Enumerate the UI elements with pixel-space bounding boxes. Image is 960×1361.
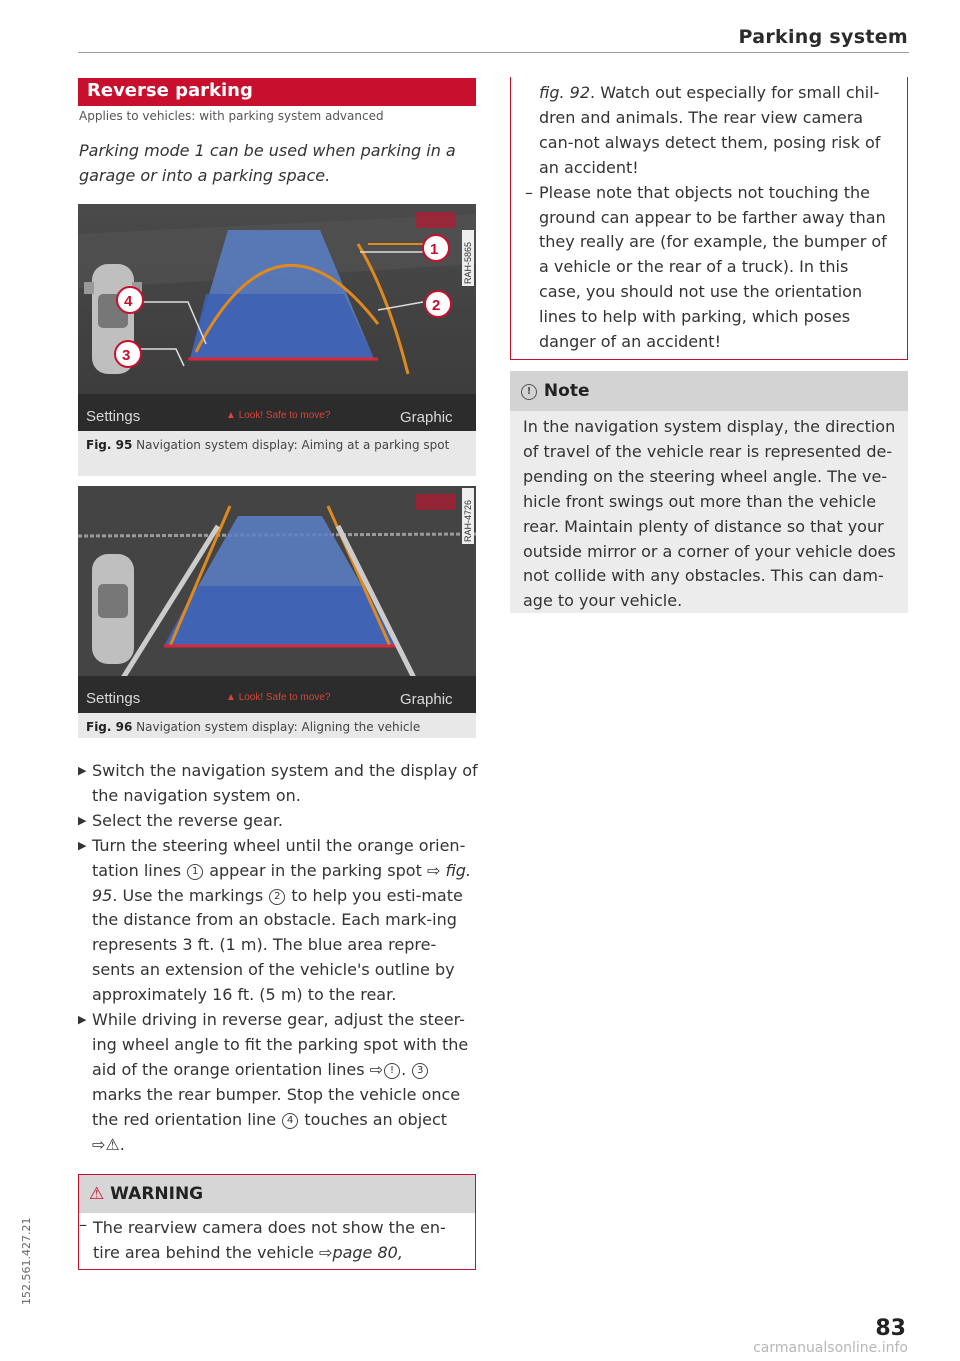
- callout-2: 2: [432, 297, 441, 314]
- warning-continued-text: fig. 92. Watch out especially for small chil-dren and animals. The rear view camera can-not always detect them, posing risk of an accident!: [539, 83, 881, 177]
- instruction-steps: [78, 759, 478, 1158]
- info-icon: !: [521, 384, 537, 400]
- header-rule: [78, 52, 909, 53]
- warning-bullet: – Please note that objects not touching the ground can appear to be farther away than they really are (for example, the bumper of a vehicle or the rear of a truck). In this case, you should not use the orientation lines to help with parking, which poses danger of an accident!: [525, 182, 887, 352]
- car-icon-96: [92, 554, 134, 664]
- fig95-code: RAH-5865: [463, 241, 473, 284]
- callout-3: 3: [122, 347, 131, 364]
- note-text: In the navigation system display, the direction of travel of the vehicle rear is represented de-pending on the steering wheel angle. The ve-hicle front swings out more than the vehicle rear. Maintain plenty of distance so that your outside mirror or a corner of your vehicle does not collide with any obstacles. This can dam-age to your vehicle.: [523, 417, 896, 611]
- callout-1: 1: [430, 241, 439, 258]
- warning-box: [78, 1174, 476, 1270]
- warning-continuation-box: [510, 77, 908, 360]
- fig96-caption: Fig. 96 Navigation system display: Aligning the vehicle: [86, 720, 421, 734]
- warning-header: ⚠ WARNING: [79, 1175, 475, 1213]
- step-3: ▶ Turn the steering wheel until the orange orien-tation lines 1 appear in the parking spot ⇨ fig. 95. Use the markings 2 to help you esti-mate the distance from an obstacle. Each mark-ing represents 3 ft. (1 m). The blue area repre-sents an extension of the vehicle's outline by approximately 16 ft. (5 m) to the rear.: [78, 835, 472, 1005]
- warning-text: – The rearview camera does not show the en-tire area behind the vehicle ⇨page 80,: [79, 1215, 446, 1262]
- figure-95: [78, 204, 476, 476]
- caution-label-96: ▲ Look! Safe to move?: [226, 692, 331, 703]
- fig96-code: RAH-4726: [463, 499, 473, 542]
- note-box: [510, 371, 908, 613]
- page-number: 83: [875, 1316, 906, 1341]
- graphic-label-96: Graphic: [400, 691, 453, 708]
- intro-text: Parking mode 1 can be used when parking in a garage or into a parking space.: [79, 141, 456, 185]
- fig95-camera-view: [78, 204, 476, 431]
- fig92-link[interactable]: fig. 92: [539, 83, 591, 102]
- warning-triangle-icon: ⚠: [89, 1184, 105, 1204]
- fig96-camera-view: [78, 486, 476, 713]
- fig95-display: [78, 204, 476, 431]
- figure-96: [78, 486, 476, 738]
- page-header-title: Parking system: [738, 26, 908, 48]
- settings-label: Settings: [86, 408, 141, 425]
- caution-label: ▲ Look! Safe to move?: [226, 410, 331, 421]
- fig95-caption: Fig. 95 Navigation system display: Aiming at a parking spot: [86, 438, 450, 452]
- graphic-label: Graphic: [400, 409, 453, 426]
- fig96-display: [78, 486, 476, 713]
- settings-label-96: Settings: [86, 690, 141, 707]
- page-80-link[interactable]: page 80,: [332, 1242, 403, 1262]
- step-1: ▶ Switch the navigation system and the display of the navigation system on.: [78, 761, 478, 805]
- section-title: Reverse parking: [78, 78, 476, 106]
- step-4: ▶ While driving in reverse gear, adjust the steer-ing wheel angle to fit the parking spot with the aid of the orange orientation lines ⇨ ! . 3 marks the rear bumper. Stop the vehicle once the red orientation line 4 touches an object ⇨⚠.: [78, 1010, 469, 1154]
- side-code: 152.561.427.21: [20, 1217, 33, 1305]
- watermark: carmanualsonline.info: [753, 1340, 908, 1356]
- fig95-link[interactable]: fig. 95: [92, 860, 472, 905]
- warning-icon: ⚠: [105, 1134, 120, 1154]
- applies-to-line: Applies to vehicles: with parking system advanced: [79, 109, 384, 123]
- note-header: ! Note: [510, 371, 908, 411]
- step-2: ▶ Select the reverse gear.: [78, 810, 284, 830]
- callout-4: 4: [124, 293, 133, 310]
